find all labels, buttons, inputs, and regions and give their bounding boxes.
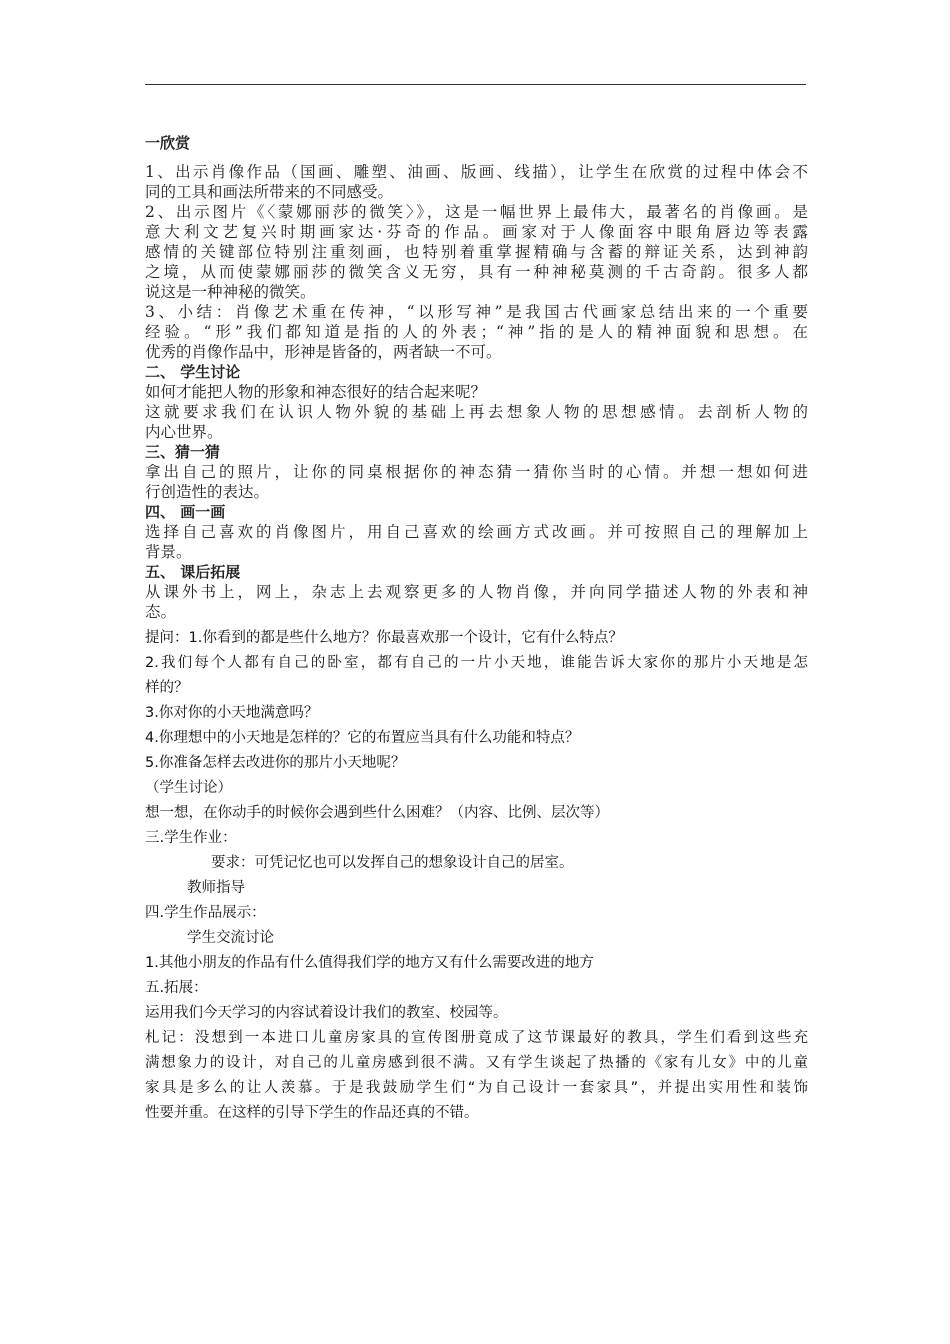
text-line: 行创造性的表达。 <box>145 483 270 501</box>
text-line: 背景。 <box>145 543 192 561</box>
text-line: 3、小结：肖像艺术重在传神，“以形写神”是我国古代画家总结出来的一个重要 <box>145 303 808 321</box>
text-line: 拿出自己的照片，让你的同桌根据你的神态猜一猜你当时的心情。并想一想如何进 <box>145 463 808 481</box>
text-line: 感情的关键部位特别注重刻画，也特别着重掌握精确与含蓄的辩证关系，达到神韵 <box>145 243 808 261</box>
text-line: 运用我们今天学习的内容试着设计我们的教室、校园等。 <box>145 1005 508 1021</box>
text-line: 这就要求我们在认识人物外貌的基础上再去想象人物的思想感情。去剖析人物的 <box>145 403 808 421</box>
text-line: 提问：1.你看到的都是些什么地方？你最喜欢那一个设计，它有什么特点？ <box>145 630 623 646</box>
header-rule <box>145 84 806 85</box>
text-line: 选择自己喜欢的肖像图片，用自己喜欢的绘画方式改画。并可按照自己的理解加上 <box>145 523 808 541</box>
text-line: 想一想，在你动手的时候你会遇到些什么困难？（内容、比例、层次等） <box>145 805 609 821</box>
section-heading: 五、 课后拓展 <box>145 563 241 581</box>
text-line: 性要并重。在这样的引导下学生的作品还真的不错。 <box>145 1105 479 1121</box>
text-line: 2.我们每个人都有自己的卧室，都有自己的一片小天地，谁能告诉大家你的那片小天地是怎 <box>145 655 808 671</box>
lesson-section-1 <box>145 133 808 622</box>
section-heading: 四、 画一画 <box>145 503 226 521</box>
text-line: 家具是多么的让人羡慕。于是我鼓励学生们“为自己设计一套家具”，并提出实用性和装饰 <box>145 1080 808 1096</box>
text-line: （学生讨论） <box>145 780 232 796</box>
text-line: 3.你对你的小天地满意吗？ <box>145 705 319 721</box>
text-line: 样的？ <box>145 680 189 696</box>
text-line: 4.你理想中的小天地是怎样的？它的布置应当具有什么功能和特点？ <box>145 730 580 746</box>
text-line: 札记：没想到一本进口儿童房家具的宣传图册竟成了这节课最好的教具，学生们看到这些充 <box>145 1030 808 1046</box>
text-line: 三.学生作业： <box>145 830 237 846</box>
text-line: 从课外书上，网上，杂志上去观察更多的人物肖像，并向同学描述人物的外表和神 <box>145 583 808 601</box>
text-line: 2、出示图片《〈蒙娜丽莎的微笑〉》，这是一幅世界上最伟大，最著名的肖像画。是 <box>145 203 808 221</box>
text-line: 1.其他小朋友的作品有什么值得我们学的地方又有什么需要改进的地方 <box>145 955 594 971</box>
text-line: 说这是一种神秘的微笑。 <box>145 283 316 301</box>
text-line: 经验。“形”我们都知道是指的人的外表；“神”指的是人的精神面貌和思想。在 <box>145 323 808 341</box>
section-2-lines <box>145 626 808 1126</box>
text-line: 教师指导 <box>187 880 245 896</box>
text-line: 满想象力的设计，对自己的儿童房感到很不满。又有学生谈起了热播的《家有儿女》中的儿童 <box>145 1055 808 1071</box>
section-heading: 二、 学生讨论 <box>145 363 241 381</box>
section-heading: 一欣赏 <box>145 134 191 152</box>
text-line: 态。 <box>145 603 177 621</box>
text-line: 内心世界。 <box>145 423 223 441</box>
text-line: 之境，从而使蒙娜丽莎的微笑含义无穷，具有一种神秘莫测的千古奇韵。很多人都 <box>145 263 808 281</box>
text-line: 四.学生作品展示： <box>145 905 266 921</box>
text-line: 学生交流讨论 <box>187 930 274 946</box>
section-1-lines <box>145 162 808 622</box>
lesson-section-2 <box>145 626 808 1126</box>
text-line: 同的工具和画法所带来的不同感受。 <box>145 183 394 201</box>
text-line: 五.拓展： <box>145 980 208 996</box>
text-line: 1、出示肖像作品（国画、雕塑、油画、版画、线描），让学生在欣赏的过程中体会不 <box>145 163 808 181</box>
text-line: 如何才能把人物的形象和神态很好的结合起来呢？ <box>145 383 487 401</box>
text-line: 意大利文艺复兴时期画家达·芬奇的作品。画家对于人像面容中眼角唇边等表露 <box>145 223 808 241</box>
text-line: 优秀的肖像作品中，形神是皆备的，两者缺一不可。 <box>145 343 502 361</box>
text-line: 5.你准备怎样去改进你的那片小天地呢？ <box>145 755 406 771</box>
section-heading: 三、猜一猜 <box>145 443 221 461</box>
text-line: 要求：可凭记忆也可以发挥自己的想象设计自己的居室。 <box>211 855 574 871</box>
